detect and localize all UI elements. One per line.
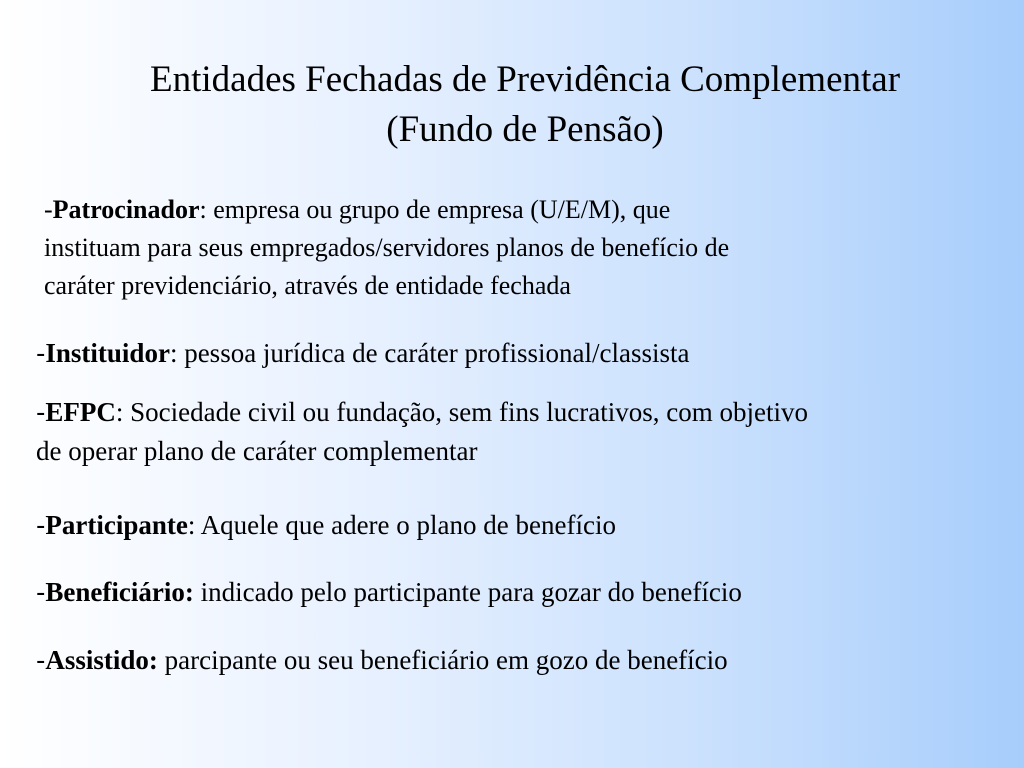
bullet-dash: -	[36, 511, 46, 541]
term-separator: :	[115, 397, 124, 427]
term-instituidor: Instituidor	[45, 338, 170, 368]
term-separator: :	[187, 510, 196, 540]
definition-line	[36, 641, 728, 680]
definition-assistido	[36, 641, 728, 680]
term-separator: :	[199, 195, 207, 224]
definition-text: Aquele que adere o plano de benefício	[195, 510, 616, 540]
definition-line: de operar plano de caráter complementar	[36, 436, 478, 466]
title-line-2: (Fundo de Pensão)	[386, 109, 664, 150]
term-participante: Participante	[45, 510, 188, 540]
term-assistido: Assistido:	[45, 645, 158, 675]
definition-efpc	[36, 393, 808, 470]
term-beneficiario: Beneficiário:	[45, 577, 194, 607]
definition-line	[36, 334, 690, 373]
definition-beneficiario	[36, 573, 742, 612]
definition-text: parcipante ou seu beneficiário em gozo de benefício	[157, 645, 728, 675]
definition-line: instituam para seus empregados/servidores planos de benefício de	[44, 233, 730, 262]
definition-text: pessoa jurídica de caráter profissional/classista	[177, 338, 690, 368]
definition-instituidor	[36, 334, 690, 373]
term-patrocinador: Patrocinador	[52, 195, 200, 224]
definition-line	[44, 191, 729, 229]
definition-line: caráter previdenciário, através de entidade fechada	[44, 271, 571, 300]
definition-text: indicado pelo participante para gozar do benefício	[193, 577, 742, 607]
definition-patrocinador	[44, 191, 729, 305]
term-separator: :	[169, 338, 178, 368]
title-line-1: Entidades Fechadas de Previdência Complementar	[149, 59, 901, 100]
definition-text: Sociedade civil ou fundação, sem fins lucrativos, com objetivo	[123, 397, 808, 427]
bullet-dash: -	[36, 578, 46, 608]
definition-text: empresa ou grupo de empresa (U/E/M), que	[206, 195, 671, 224]
definition-line	[36, 506, 616, 545]
definition-line	[36, 573, 742, 612]
bullet-dash: -	[44, 195, 53, 224]
definition-participante	[36, 506, 616, 545]
bullet-dash: -	[36, 646, 46, 676]
slide-title	[40, 55, 1010, 155]
definition-line	[36, 393, 808, 432]
bullet-dash: -	[36, 398, 46, 428]
bullet-dash: -	[36, 339, 46, 369]
term-efpc: EFPC	[45, 397, 116, 427]
